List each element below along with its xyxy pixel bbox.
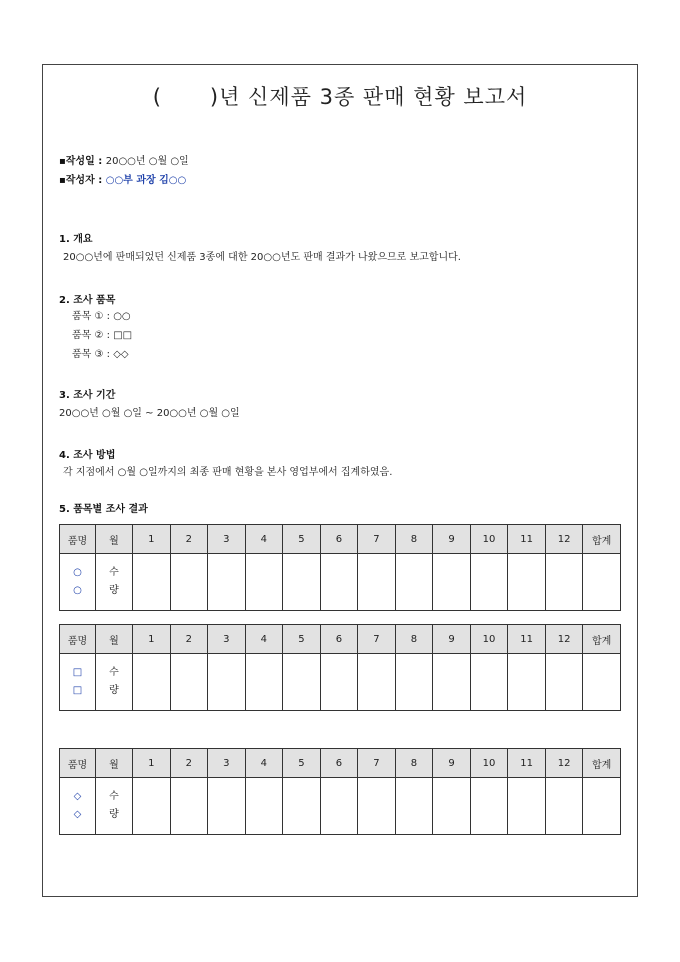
header-cell: 3 bbox=[208, 625, 246, 654]
section-4-body: 각 지점에서 ○월 ○일까지의 최종 판매 현황을 본사 영업부에서 집계하였음. bbox=[63, 467, 393, 478]
data-cell[interactable] bbox=[133, 554, 171, 611]
data-cell[interactable] bbox=[245, 778, 283, 835]
header-cell: 5 bbox=[283, 625, 321, 654]
data-cell[interactable] bbox=[508, 554, 546, 611]
data-cell[interactable] bbox=[433, 654, 471, 711]
product-name-cell bbox=[60, 554, 96, 611]
data-cell[interactable] bbox=[283, 554, 321, 611]
quantity-label: 수 bbox=[109, 667, 119, 678]
quantity-label-cell bbox=[96, 654, 133, 711]
meta-author-label: ▪작성자 : bbox=[59, 175, 106, 186]
header-cell: 12 bbox=[545, 749, 583, 778]
data-cell[interactable] bbox=[208, 554, 246, 611]
meta-author-value: ○○부 과장 김○○ bbox=[105, 175, 187, 186]
title-text: )년 신제품 3종 판매 현황 보고서 bbox=[209, 85, 528, 109]
header-cell: 9 bbox=[433, 625, 471, 654]
header-cell: 4 bbox=[245, 749, 283, 778]
header-cell: 3 bbox=[208, 525, 246, 554]
data-cell[interactable] bbox=[470, 654, 508, 711]
product-name-cell bbox=[60, 654, 96, 711]
meta-author bbox=[59, 171, 186, 186]
header-cell: 10 bbox=[470, 525, 508, 554]
data-cell[interactable] bbox=[470, 554, 508, 611]
product-mark: ○ bbox=[73, 585, 82, 596]
header-cell: 1 bbox=[133, 525, 171, 554]
product-mark: ◇ bbox=[73, 791, 82, 802]
data-cell[interactable] bbox=[283, 654, 321, 711]
data-cell[interactable] bbox=[433, 778, 471, 835]
section-3-body: 20○○년 ○월 ○일 ~ 20○○년 ○월 ○일 bbox=[59, 408, 240, 419]
meta-date-label: ▪작성일 : bbox=[59, 156, 106, 167]
result-table-3 bbox=[59, 748, 621, 835]
result-table-2 bbox=[59, 624, 621, 711]
header-cell: 2 bbox=[170, 525, 208, 554]
product-mark: □ bbox=[72, 667, 83, 678]
header-cell: 10 bbox=[470, 749, 508, 778]
data-cell[interactable] bbox=[358, 778, 396, 835]
table-row bbox=[60, 778, 621, 835]
data-cell[interactable] bbox=[208, 778, 246, 835]
data-cell[interactable] bbox=[395, 554, 433, 611]
data-cell[interactable] bbox=[170, 778, 208, 835]
total-cell[interactable] bbox=[583, 778, 621, 835]
product-mark: ○ bbox=[73, 567, 82, 578]
header-cell: 12 bbox=[545, 625, 583, 654]
quantity-label: 량 bbox=[109, 809, 119, 820]
quantity-label: 량 bbox=[109, 585, 119, 596]
section-1-body: 20○○년에 판매되었던 신제품 3종에 대한 20○○년도 판매 결과가 나왔으므로 보고합니다. bbox=[63, 252, 461, 263]
data-cell[interactable] bbox=[395, 778, 433, 835]
section-5-heading: 5. 품목별 조사 결과 bbox=[59, 504, 148, 515]
data-cell[interactable] bbox=[508, 654, 546, 711]
data-cell[interactable] bbox=[320, 778, 358, 835]
total-cell[interactable] bbox=[583, 654, 621, 711]
header-cell: 4 bbox=[245, 525, 283, 554]
section-2-item-3: 품목 ③ : ◇◇ bbox=[72, 349, 129, 360]
quantity-label: 수 bbox=[109, 791, 119, 802]
data-cell[interactable] bbox=[320, 554, 358, 611]
header-cell: 월 bbox=[96, 525, 133, 554]
header-cell: 7 bbox=[358, 525, 396, 554]
meta-date bbox=[59, 152, 189, 167]
report-title bbox=[43, 81, 637, 111]
data-cell[interactable] bbox=[545, 654, 583, 711]
section-2-item-1: 품목 ① : ○○ bbox=[72, 311, 131, 322]
header-cell: 5 bbox=[283, 749, 321, 778]
data-cell[interactable] bbox=[245, 554, 283, 611]
data-cell[interactable] bbox=[320, 654, 358, 711]
quantity-label: 량 bbox=[109, 685, 119, 696]
header-cell: 8 bbox=[395, 625, 433, 654]
header-cell: 합계 bbox=[583, 749, 621, 778]
header-cell: 품명 bbox=[60, 749, 96, 778]
table-row bbox=[60, 654, 621, 711]
data-cell[interactable] bbox=[133, 778, 171, 835]
header-cell: 8 bbox=[395, 525, 433, 554]
header-cell: 9 bbox=[433, 525, 471, 554]
section-2-item-2: 품목 ② : □□ bbox=[72, 330, 133, 341]
header-cell: 품명 bbox=[60, 625, 96, 654]
section-3-heading: 3. 조사 기간 bbox=[59, 390, 116, 401]
total-cell[interactable] bbox=[583, 554, 621, 611]
product-mark: ◇ bbox=[73, 809, 82, 820]
header-cell: 6 bbox=[320, 525, 358, 554]
header-cell: 11 bbox=[508, 625, 546, 654]
header-cell: 2 bbox=[170, 625, 208, 654]
table-header-row bbox=[60, 749, 621, 778]
header-cell: 2 bbox=[170, 749, 208, 778]
quantity-label: 수 bbox=[109, 567, 119, 578]
data-cell[interactable] bbox=[545, 554, 583, 611]
table-header-row bbox=[60, 625, 621, 654]
product-name-cell bbox=[60, 778, 96, 835]
data-cell[interactable] bbox=[358, 554, 396, 611]
quantity-label-cell bbox=[96, 778, 133, 835]
product-mark: □ bbox=[72, 685, 83, 696]
header-cell: 월 bbox=[96, 749, 133, 778]
table-header-row bbox=[60, 525, 621, 554]
result-table-1 bbox=[59, 524, 621, 611]
header-cell: 6 bbox=[320, 625, 358, 654]
header-cell: 7 bbox=[358, 625, 396, 654]
data-cell[interactable] bbox=[208, 654, 246, 711]
header-cell: 12 bbox=[545, 525, 583, 554]
header-cell: 10 bbox=[470, 625, 508, 654]
data-cell[interactable] bbox=[358, 654, 396, 711]
header-cell: 9 bbox=[433, 749, 471, 778]
header-cell: 품명 bbox=[60, 525, 96, 554]
data-cell[interactable] bbox=[395, 654, 433, 711]
header-cell: 1 bbox=[133, 625, 171, 654]
header-cell: 월 bbox=[96, 625, 133, 654]
meta-date-value: 20○○년 ○월 ○일 bbox=[105, 156, 189, 167]
report-page bbox=[42, 64, 638, 897]
header-cell: 3 bbox=[208, 749, 246, 778]
data-cell[interactable] bbox=[170, 554, 208, 611]
header-cell: 6 bbox=[320, 749, 358, 778]
header-cell: 합계 bbox=[583, 525, 621, 554]
header-cell: 5 bbox=[283, 525, 321, 554]
header-cell: 합계 bbox=[583, 625, 621, 654]
section-1-heading: 1. 개요 bbox=[59, 234, 93, 245]
data-cell[interactable] bbox=[545, 778, 583, 835]
data-cell[interactable] bbox=[508, 778, 546, 835]
header-cell: 11 bbox=[508, 749, 546, 778]
header-cell: 1 bbox=[133, 749, 171, 778]
header-cell: 11 bbox=[508, 525, 546, 554]
data-cell[interactable] bbox=[245, 654, 283, 711]
header-cell: 8 bbox=[395, 749, 433, 778]
data-cell[interactable] bbox=[283, 778, 321, 835]
quantity-label-cell bbox=[96, 554, 133, 611]
data-cell[interactable] bbox=[433, 554, 471, 611]
data-cell[interactable] bbox=[133, 654, 171, 711]
data-cell[interactable] bbox=[470, 778, 508, 835]
header-cell: 4 bbox=[245, 625, 283, 654]
header-cell: 7 bbox=[358, 749, 396, 778]
data-cell[interactable] bbox=[170, 654, 208, 711]
title-open-paren: ( bbox=[152, 85, 162, 109]
section-2-heading: 2. 조사 품목 bbox=[59, 295, 116, 306]
table-row bbox=[60, 554, 621, 611]
section-4-heading: 4. 조사 방법 bbox=[59, 450, 116, 461]
